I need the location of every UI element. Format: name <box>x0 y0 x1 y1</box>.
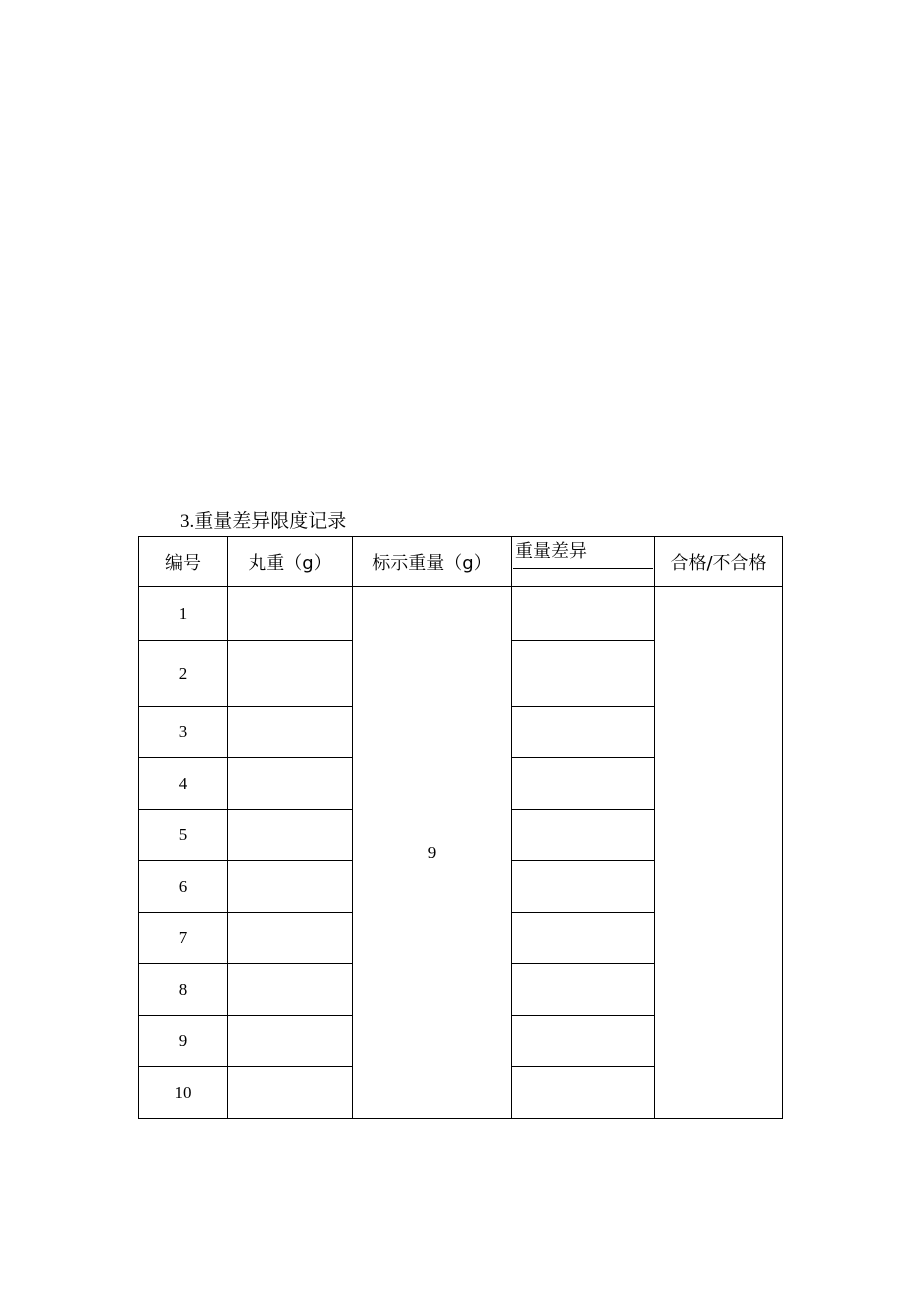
row-number: 8 <box>139 964 228 1016</box>
pill-weight-cell <box>228 861 353 913</box>
row-number: 7 <box>139 913 228 964</box>
pill-weight-cell <box>228 810 353 861</box>
header-row <box>139 537 783 587</box>
weight-variation-table <box>138 536 783 1119</box>
header-pill-weight: 丸重（g） <box>228 537 353 587</box>
pill-weight-cell <box>228 964 353 1016</box>
weight-difference-cell <box>512 1067 655 1119</box>
weight-difference-cell <box>512 707 655 758</box>
weight-difference-cell <box>512 1016 655 1067</box>
weight-difference-cell <box>512 758 655 810</box>
pill-weight-cell <box>228 587 353 641</box>
pill-weight-cell <box>228 641 353 707</box>
row-number: 9 <box>139 1016 228 1067</box>
row-number: 1 <box>139 587 228 641</box>
weight-difference-cell <box>512 861 655 913</box>
pill-weight-cell <box>228 1067 353 1119</box>
pill-weight-cell <box>228 1016 353 1067</box>
row-number: 2 <box>139 641 228 707</box>
header-weight-difference-label: 重量差异 <box>513 537 653 569</box>
weight-difference-cell <box>512 810 655 861</box>
weight-difference-cell <box>512 964 655 1016</box>
header-number: 编号 <box>139 537 228 587</box>
header-result: 合格/不合格 <box>655 537 783 587</box>
row-number: 6 <box>139 861 228 913</box>
weight-difference-cell <box>512 587 655 641</box>
header-weight-difference <box>512 537 655 587</box>
row-number: 4 <box>139 758 228 810</box>
result-cell <box>655 587 783 1119</box>
pill-weight-cell <box>228 758 353 810</box>
weight-difference-cell <box>512 913 655 964</box>
row-number: 3 <box>139 707 228 758</box>
table-row <box>139 587 783 641</box>
pill-weight-cell <box>228 913 353 964</box>
row-number: 5 <box>139 810 228 861</box>
pill-weight-cell <box>228 707 353 758</box>
header-standard-weight: 标示重量（g） <box>353 537 512 587</box>
section-title: 3.重量差异限度记录 <box>180 511 347 532</box>
standard-weight-cell: 9 <box>353 587 512 1119</box>
weight-difference-cell <box>512 641 655 707</box>
row-number: 10 <box>139 1067 228 1119</box>
